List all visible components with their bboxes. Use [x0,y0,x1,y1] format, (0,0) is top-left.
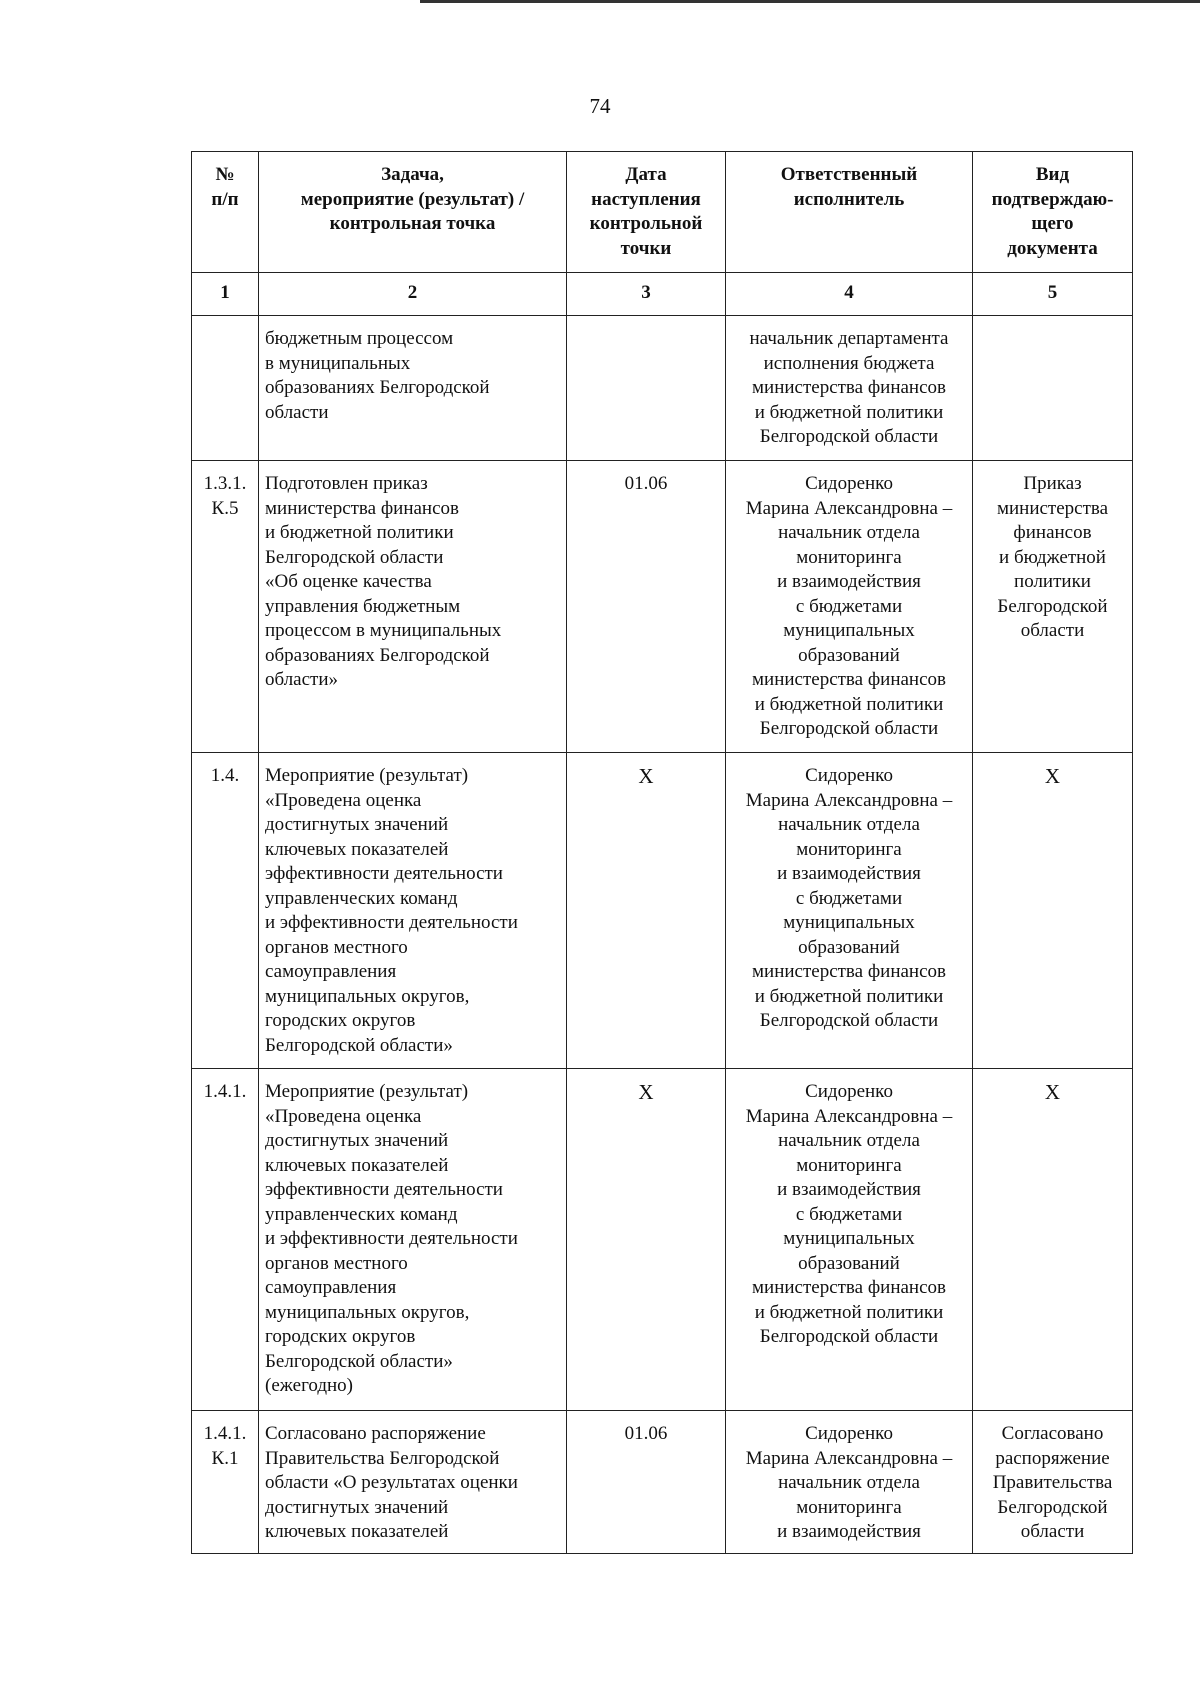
table-row [192,1411,1133,1554]
row-document: Приказ министерства финансов и бюджетной политики Белгородской области [973,461,1133,753]
row-number: 1.4.1. [192,1069,259,1411]
row-responsible: Сидоренко Марина Александровна – начальник отдела мониторинга и взаимодействия с бюджетами муниципальных образований министерства финансов и бюджетной политики Белгородской области [726,461,973,753]
header-number: № п/п [192,152,259,273]
row-task: бюджетным процессом в муниципальных образованиях Белгородской области [259,316,567,461]
row-responsible: Сидоренко Марина Александровна – начальник отдела мониторинга и взаимодействия с бюджетами муниципальных образований министерства финансов и бюджетной политики Белгородской области [726,753,973,1069]
row-date: 01.06 [567,1411,726,1554]
page-number: 74 [589,94,611,118]
row-document: Согласовано распоряжение Правительства Белгородской области [973,1411,1133,1554]
table-header-row [192,152,1133,273]
header-responsible: Ответственный исполнитель [726,152,973,273]
row-number [192,316,259,461]
row-task: Согласовано распоряжение Правительства Белгородской области «О результатах оценки достигнутых значений ключевых показателей [259,1411,567,1554]
row-document: Х [973,753,1133,1069]
column-index: 4 [726,273,973,316]
row-responsible: Сидоренко Марина Александровна – начальник отдела мониторинга и взаимодействия с бюджетами муниципальных образований министерства финансов и бюджетной политики Белгородской области [726,1069,973,1411]
table-row [192,1069,1133,1411]
row-date: 01.06 [567,461,726,753]
scan-edge-line [420,0,1200,3]
row-date: Х [567,753,726,1069]
row-document: Х [973,1069,1133,1411]
table-row [192,316,1133,461]
row-task: Подготовлен приказ министерства финансов и бюджетной политики Белгородской области «Об оценке качества управления бюджетным процессом в муниципальных образованиях Белгородской области» [259,461,567,753]
row-responsible: Сидоренко Марина Александровна – начальник отдела мониторинга и взаимодействия [726,1411,973,1554]
header-document: Вид подтверждаю- щего документа [973,152,1133,273]
row-responsible: начальник департамента исполнения бюджета министерства финансов и бюджетной политики Белгородской области [726,316,973,461]
plan-table [191,151,1133,1554]
header-task: Задача, мероприятие (результат) / контрольная точка [259,152,567,273]
column-index-row [192,273,1133,316]
row-number: 1.3.1. К.5 [192,461,259,753]
column-index: 1 [192,273,259,316]
row-document [973,316,1133,461]
row-task: Мероприятие (результат) «Проведена оценка достигнутых значений ключевых показателей эффективности деятельности управленческих команд и эффективности деятельности органов местного самоуправления муниципальных округов, городских округов Белгородской области» [259,753,567,1069]
row-date: Х [567,1069,726,1411]
column-index: 3 [567,273,726,316]
row-date [567,316,726,461]
column-index: 5 [973,273,1133,316]
table-row [192,461,1133,753]
row-number: 1.4.1. К.1 [192,1411,259,1554]
row-number: 1.4. [192,753,259,1069]
header-date: Дата наступления контрольной точки [567,152,726,273]
row-task: Мероприятие (результат) «Проведена оценка достигнутых значений ключевых показателей эффективности деятельности управленческих команд и эффективности деятельности органов местного самоуправления муниципальных округов, городских округов Белгородской области» (ежегодно) [259,1069,567,1411]
table-row [192,753,1133,1069]
column-index: 2 [259,273,567,316]
